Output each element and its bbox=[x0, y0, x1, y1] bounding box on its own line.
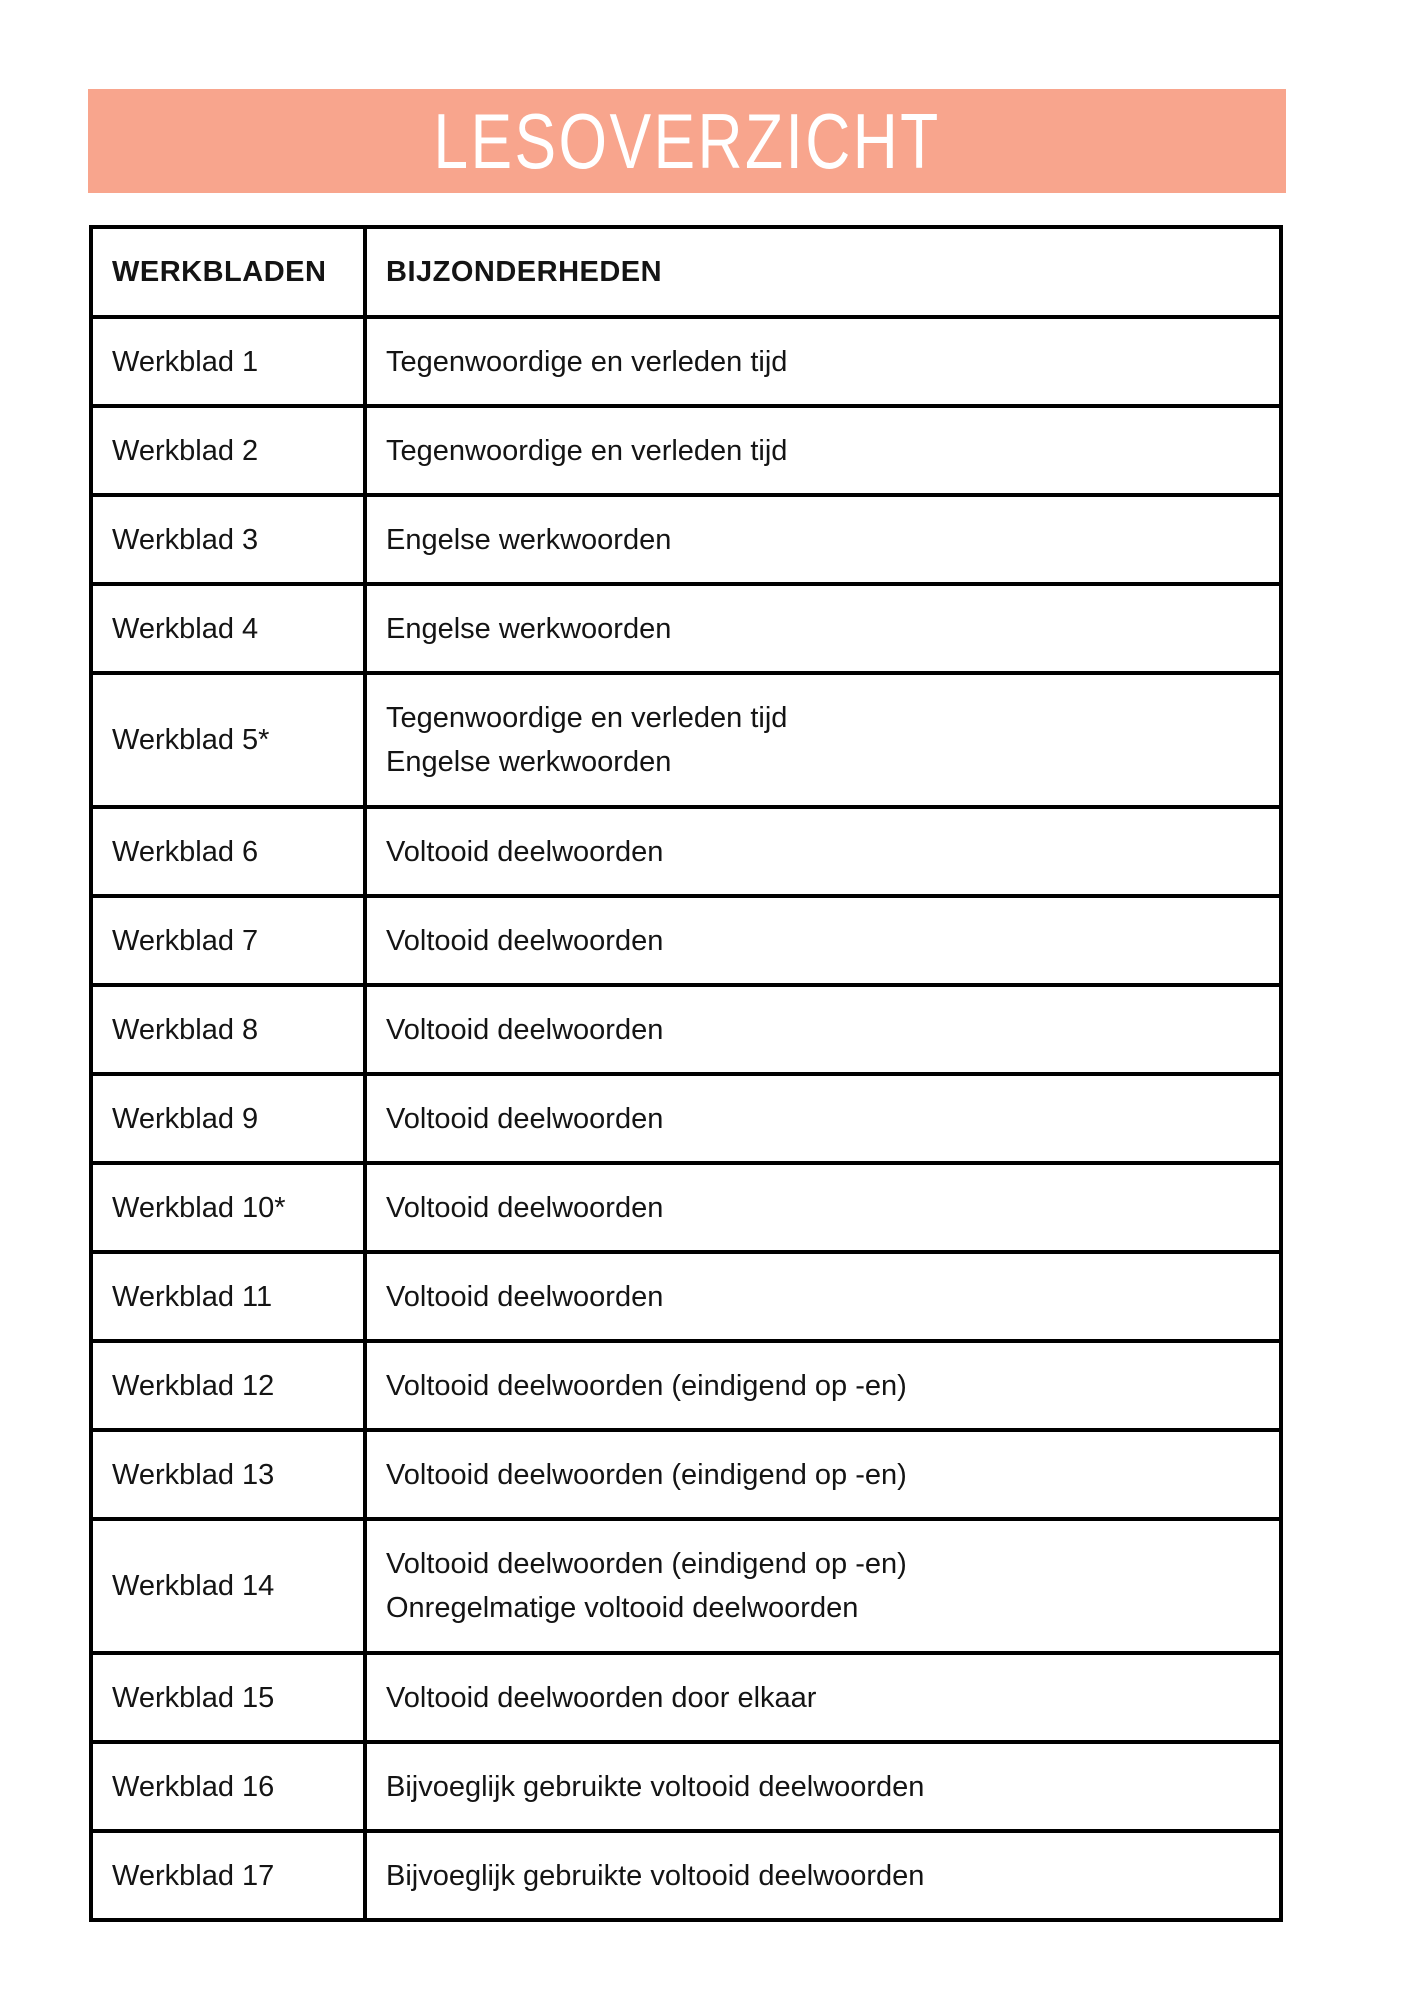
details-cell bbox=[365, 406, 1281, 495]
details-cell bbox=[365, 896, 1281, 985]
table-row bbox=[91, 495, 1281, 584]
table-row bbox=[91, 1742, 1281, 1831]
table-row bbox=[91, 1341, 1281, 1430]
worksheet-cell: Werkblad 4 bbox=[91, 584, 365, 673]
table-row bbox=[91, 406, 1281, 495]
details-line: Voltooid deelwoorden bbox=[386, 835, 664, 868]
worksheet-cell: Werkblad 2 bbox=[91, 406, 365, 495]
worksheet-cell: Werkblad 5* bbox=[91, 673, 365, 807]
table-row bbox=[91, 1163, 1281, 1252]
details-line: Bijvoeglijk gebruikte voltooid deelwoorden bbox=[386, 1859, 925, 1892]
details-line: Voltooid deelwoorden bbox=[386, 1191, 664, 1224]
details-line: Tegenwoordige en verleden tijd bbox=[386, 702, 788, 734]
table-row bbox=[91, 896, 1281, 985]
details-line: Voltooid deelwoorden bbox=[386, 1280, 664, 1313]
details-line: Voltooid deelwoorden bbox=[386, 1102, 664, 1135]
details-cell bbox=[365, 1163, 1281, 1252]
title-banner bbox=[88, 89, 1286, 193]
table-row bbox=[91, 1519, 1281, 1653]
details-line: Voltooid deelwoorden (eindigend op -en) bbox=[386, 1548, 907, 1580]
details-cell bbox=[365, 1074, 1281, 1163]
details-line: Bijvoeglijk gebruikte voltooid deelwoorden bbox=[386, 1770, 925, 1803]
worksheet-cell: Werkblad 7 bbox=[91, 896, 365, 985]
worksheet-cell: Werkblad 3 bbox=[91, 495, 365, 584]
worksheet-cell: Werkblad 11 bbox=[91, 1252, 365, 1341]
table-row bbox=[91, 985, 1281, 1074]
details-cell bbox=[365, 1653, 1281, 1742]
worksheet-cell: Werkblad 13 bbox=[91, 1430, 365, 1519]
details-line: Voltooid deelwoorden (eindigend op -en) bbox=[386, 1369, 907, 1402]
worksheet-cell: Werkblad 17 bbox=[91, 1831, 365, 1920]
worksheet-cell: Werkblad 9 bbox=[91, 1074, 365, 1163]
details-cell bbox=[365, 495, 1281, 584]
details-line: Voltooid deelwoorden bbox=[386, 1013, 664, 1046]
details-cell bbox=[365, 1341, 1281, 1430]
table-row bbox=[91, 807, 1281, 896]
worksheet-cell: Werkblad 10* bbox=[91, 1163, 365, 1252]
table-header-row bbox=[91, 227, 1281, 317]
details-cell bbox=[365, 317, 1281, 406]
details-cell bbox=[365, 1742, 1281, 1831]
worksheet-cell: Werkblad 6 bbox=[91, 807, 365, 896]
table-row bbox=[91, 317, 1281, 406]
table-row bbox=[91, 673, 1281, 807]
details-cell bbox=[365, 1519, 1281, 1653]
worksheet-cell: Werkblad 14 bbox=[91, 1519, 365, 1653]
details-cell bbox=[365, 1252, 1281, 1341]
table-row bbox=[91, 1252, 1281, 1341]
details-line: Engelse werkwoorden bbox=[386, 612, 672, 645]
table-row bbox=[91, 1430, 1281, 1519]
details-line: Engelse werkwoorden bbox=[386, 523, 672, 556]
table-row bbox=[91, 1831, 1281, 1920]
page-title: LESOVERZICHT bbox=[433, 96, 941, 185]
column-header-werkbladen: WERKBLADEN bbox=[91, 227, 365, 317]
worksheet-cell: Werkblad 12 bbox=[91, 1341, 365, 1430]
worksheet-cell: Werkblad 16 bbox=[91, 1742, 365, 1831]
details-line: Tegenwoordige en verleden tijd bbox=[386, 345, 788, 378]
table-row bbox=[91, 1653, 1281, 1742]
worksheet-cell: Werkblad 15 bbox=[91, 1653, 365, 1742]
details-cell bbox=[365, 673, 1281, 807]
details-line: Engelse werkwoorden bbox=[386, 746, 672, 778]
details-cell bbox=[365, 985, 1281, 1074]
worksheet-cell: Werkblad 8 bbox=[91, 985, 365, 1074]
details-line: Onregelmatige voltooid deelwoorden bbox=[386, 1592, 859, 1624]
details-cell bbox=[365, 584, 1281, 673]
worksheet-cell: Werkblad 1 bbox=[91, 317, 365, 406]
details-cell bbox=[365, 807, 1281, 896]
details-line: Tegenwoordige en verleden tijd bbox=[386, 434, 788, 467]
details-line: Voltooid deelwoorden bbox=[386, 924, 664, 957]
details-cell bbox=[365, 1831, 1281, 1920]
details-line: Voltooid deelwoorden door elkaar bbox=[386, 1681, 817, 1714]
lesson-overview-table bbox=[89, 225, 1283, 1922]
details-line: Voltooid deelwoorden (eindigend op -en) bbox=[386, 1458, 907, 1491]
details-cell bbox=[365, 1430, 1281, 1519]
table-row bbox=[91, 584, 1281, 673]
column-header-bijzonderheden: BIJZONDERHEDEN bbox=[365, 227, 1281, 317]
table-row bbox=[91, 1074, 1281, 1163]
